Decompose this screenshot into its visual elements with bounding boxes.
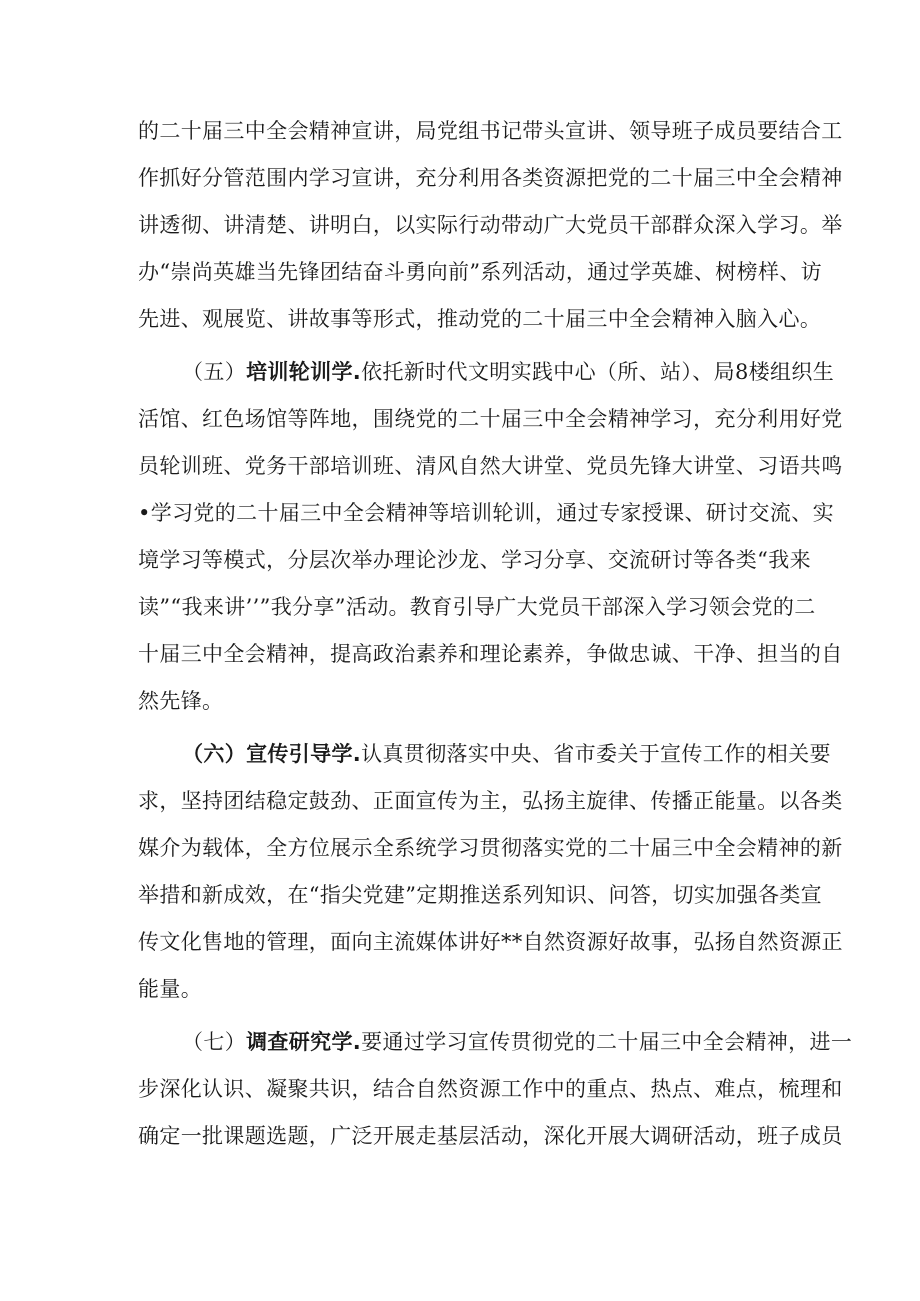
text-line: 确定一批课题选题，广泛开展走基层活动，深化开展大调研活动，班子成员: [138, 1124, 843, 1148]
text-line: 员轮训班、党务干部培训班、清风自然大讲堂、党员先锋大讲堂、习语共鸣: [138, 454, 843, 478]
paragraph-first-line: [182, 1027, 853, 1057]
text-line: 办“崇尚英雄当先锋团结奋斗勇向前”系列活动，通过学英雄、树榜样、访: [138, 260, 823, 284]
text-line: 传文化售地的管理，面向主流媒体讲好**自然资源好故事，弘扬自然资源正: [138, 930, 843, 954]
text-line: 作抓好分管范围内学习宣讲，充分利用各类资源把党的二十届三中全会精神: [138, 166, 843, 190]
paragraph-first-line: [182, 357, 835, 387]
text-line: 的二十届三中全会精神宣讲，局党组书记带头宣讲、领导班子成员要结合工: [138, 119, 843, 143]
section-heading: 宣传引导学.: [246, 742, 362, 766]
text-line: 媒介为载体，全方位展示全系统学习贯彻落实党的二十届三中全会精神的新: [138, 836, 843, 860]
section-heading: 培训轮训学.: [246, 360, 362, 384]
text-line: 境学习等模式，分层次举办理论沙龙、学习分享、交流研讨等各类“我来: [138, 548, 811, 572]
section-number: （六）: [182, 742, 247, 766]
text-line: 然先锋。: [138, 689, 224, 713]
text-line: 步深化认识、凝聚共识，结合自然资源工作中的重点、热点、难点，梳理和: [138, 1077, 843, 1101]
section-number: （五）: [182, 360, 247, 384]
text-line: 举措和新成效，在“指尖党建”定期推送系列知识、问答，切实加强各类宣: [138, 883, 823, 907]
section-number: （七）: [182, 1030, 247, 1054]
text-run: 依托新时代文明实践中心（所、站）、局8楼组织生: [361, 360, 835, 384]
text-line: 读”“我来讲’’”我分享”活动。教育引导广大党员干部深入学习领会党的二: [138, 595, 816, 619]
text-line: 讲透彻、讲清楚、讲明白，以实际行动带动广大党员干部群众深入学习。举: [138, 213, 843, 237]
text-line: •学习党的二十届三中全会精神等培训轮训，通过专家授课、研讨交流、实: [138, 501, 834, 525]
text-line: 先进、观展览、讲故事等形式，推动党的二十届三中全会精神入脑入心。: [138, 307, 822, 331]
section-heading: 调查研究学.: [246, 1030, 362, 1054]
paragraph-first-line: [182, 739, 831, 769]
text-line: 能量。: [138, 977, 203, 1001]
text-run: 要通过学习宣传贯彻党的二十届三中全会精神，进一: [361, 1030, 853, 1054]
text-line: 十届三中全会精神，提高政治素养和理论素养，争做忠诚、干净、担当的自: [138, 642, 843, 666]
text-run: 认真贯彻落实中央、省市委关于宣传工作的相关要: [361, 742, 831, 766]
text-line: 求，坚持团结稳定鼓劲、正面宣传为主，弘扬主旋律、传播正能量。以各类: [138, 789, 843, 813]
text-line: 活馆、红色场馆等阵地，围绕党的二十届三中全会精神学习，充分利用好党: [138, 407, 843, 431]
